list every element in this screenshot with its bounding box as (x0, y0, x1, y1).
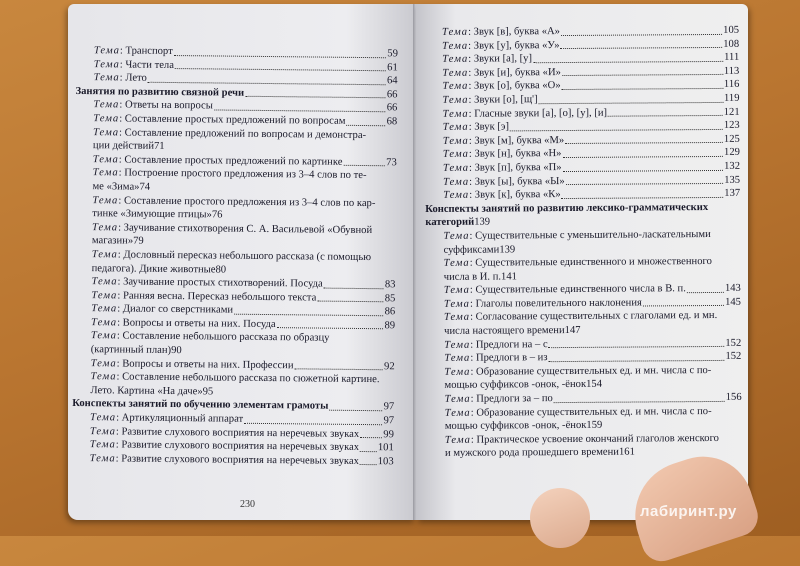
toc-tema-label: Тема (443, 284, 470, 297)
toc-leader-dots (329, 410, 382, 412)
toc-entry-text: Занятия по развитию связной речи (75, 85, 245, 99)
toc-page-number: 99 (383, 428, 394, 440)
toc-entry-text: : Составление предложений по вопросам и демонстра- (119, 127, 367, 141)
toc-leader-dots (294, 369, 383, 371)
toc-entry-text: : Предлоги за – по (470, 393, 553, 405)
toc-entry-continuation-text: ции действий (92, 140, 155, 152)
toc-entry-first-line (425, 201, 740, 217)
toc-tema-label: Тема (444, 339, 471, 351)
toc-entry-first-line (427, 432, 742, 448)
toc-entry-text: : Вопросы и ответы на них. Профессии (116, 358, 294, 371)
toc-entry (427, 404, 742, 433)
toc-leader-dots (234, 314, 384, 317)
toc-page-number: 66 (386, 102, 398, 114)
toc-page-number: 85 (384, 292, 396, 305)
toc-page-number: 129 (723, 147, 740, 159)
toc-entry-continuation-text: и мужского рода прошедшего времени (444, 447, 620, 460)
toc-tema-label: Тема (90, 357, 117, 370)
left-page (68, 4, 416, 520)
toc-entry-first-line (425, 228, 740, 244)
toc-leader-dots (533, 61, 723, 63)
toc-page-number: 111 (724, 51, 740, 64)
toc-entry (425, 201, 740, 230)
toc-entry-text: : Транспорт (119, 45, 173, 58)
toc-tema-label: Тема (443, 189, 470, 201)
toc-entry-text: : Существительные единственного и множественного (469, 256, 712, 269)
toc-tema-label: Тема (92, 167, 119, 179)
toc-entry-continuation-text: магазин» (91, 235, 134, 247)
toc-entry (75, 126, 397, 157)
toc-leader-dots (687, 292, 724, 293)
toc-entry-continuation-text: ме «Зима» (92, 181, 140, 193)
toc-page-number: 68 (386, 116, 398, 128)
toc-entry (426, 364, 741, 393)
toc-page-number: 135 (724, 174, 741, 186)
right-toc (424, 24, 742, 461)
toc-tema-label: Тема (444, 352, 471, 365)
toc-entry-text: : Звук [п], буква «П» (468, 161, 562, 174)
toc-entry-label (427, 392, 553, 406)
toc-leader-dots (277, 328, 384, 330)
toc-entry-text: : Согласование существительных с глаголами ед. и мн. (470, 310, 718, 324)
toc-page-number: 154 (586, 379, 603, 391)
toc-entry (72, 370, 394, 401)
toc-page-number: 119 (723, 92, 740, 104)
toc-entry-label (425, 188, 561, 203)
toc-tema-label: Тема (93, 58, 120, 71)
toc-tema-label: Тема (442, 67, 469, 79)
toc-entry-continuation-text: категорий (425, 216, 475, 229)
toc-entry-text: : Развитие слухового восприятия на неречевых звуках (115, 426, 360, 440)
toc-page-number: 105 (723, 24, 740, 36)
toc-entry (74, 221, 396, 252)
toc-tema-label: Тема (91, 303, 118, 315)
toc-entry-text: : Вопросы и ответы на них. Посуда (117, 317, 276, 330)
toc-page-number: 141 (500, 271, 517, 283)
toc-entry-label (425, 147, 562, 162)
toc-tema-label: Тема (91, 276, 118, 288)
toc-entry-text: : Части тела (119, 59, 175, 71)
toc-leader-dots (346, 124, 385, 125)
toc-page-number: 89 (384, 320, 396, 332)
toc-page-number: 103 (377, 455, 394, 468)
toc-entry-text: : Практическое усвоение окончаний глаголов женского (470, 432, 719, 446)
toc-tema-label: Тема (92, 153, 119, 166)
toc-page-number: 145 (725, 296, 741, 308)
toc-page-number: 159 (586, 419, 603, 432)
toc-leader-dots (174, 55, 387, 58)
toc-entry-continuation-text: суффиксами (443, 243, 500, 256)
toc-page-number: 90 (171, 345, 182, 357)
toc-entry-label (424, 93, 537, 107)
toc-tema-label: Тема (92, 221, 119, 234)
finger (530, 488, 590, 548)
toc-tema-label: Тема (444, 407, 471, 419)
toc-page-number: 139 (499, 243, 516, 255)
toc-entry (74, 248, 396, 279)
toc-entry-label (425, 161, 562, 176)
toc-entry-text: : Развитие слухового восприятия на неречевых звуках (115, 453, 360, 467)
watermark-logo: лабиринт.ру (640, 503, 737, 520)
toc-entry-continuation-text: педагога). Дикие животные (91, 262, 216, 275)
toc-tema-label: Тема (442, 162, 470, 174)
toc-entry-text: : Развитие слухового восприятия на неречевых звуках (115, 439, 360, 454)
toc-tema-label: Тема (442, 26, 469, 38)
left-page-number: 230 (240, 499, 255, 511)
toc-leader-dots (549, 360, 725, 362)
toc-entry-label (75, 98, 213, 113)
toc-entry-continuation-text: числа в И. п. (443, 271, 502, 283)
toc-entry-first-line (427, 404, 742, 420)
toc-tema-label: Тема (93, 45, 121, 57)
toc-tema-label: Тема (92, 194, 119, 206)
toc-page-number: 125 (723, 133, 740, 145)
toc-page-number: 123 (723, 119, 740, 132)
toc-page-number: 64 (386, 75, 398, 87)
toc-leader-dots (608, 115, 723, 117)
toc-entry-text: : Звук [н], буква «Н» (468, 148, 562, 161)
toc-entry-label (426, 338, 548, 352)
toc-leader-dots (561, 34, 722, 36)
toc-entry-text: : Существительные с уменьшительно-ласкательными (469, 228, 711, 242)
toc-entry-label (424, 52, 532, 66)
toc-entry-first-line (426, 255, 741, 271)
toc-leader-dots (565, 142, 723, 144)
toc-entry-continuation-text: мощью суффиксов -онок, -ёнок (444, 420, 587, 433)
toc-leader-dots (510, 129, 723, 131)
toc-tema-label: Тема (443, 298, 470, 310)
toc-entry-label (424, 25, 560, 40)
toc-leader-dots (549, 346, 725, 348)
toc-entry-continuation-text: мощью суффиксов -онок, -ёнок (444, 379, 587, 392)
toc-page-number: 74 (139, 181, 151, 193)
toc-entry (426, 255, 741, 284)
toc-page-number: 71 (153, 140, 165, 153)
toc-tema-label: Тема (443, 257, 470, 269)
toc-entry-label (425, 121, 509, 135)
toc-tema-label: Тема (91, 249, 118, 261)
toc-leader-dots (562, 197, 724, 199)
toc-page-number: 132 (724, 160, 741, 172)
toc-page-number: 76 (211, 209, 223, 221)
toc-entry-label (76, 71, 147, 85)
toc-entry-text: : Лето (119, 72, 147, 84)
toc-page-number: 152 (725, 351, 742, 363)
toc-entry-text: : Заучивание стихотворения С. А. Васильевой «Обувной (118, 222, 373, 236)
toc-entry-continuation-text: числа настоящего времени (444, 325, 565, 337)
toc-entry-label (425, 106, 608, 121)
toc-leader-dots (563, 169, 724, 171)
toc-page-number: 161 (618, 446, 635, 459)
toc-tema-label: Тема (91, 289, 118, 302)
toc-leader-dots (360, 464, 377, 465)
toc-entry-text: : Звук [у], буква «У» (468, 39, 560, 52)
toc-leader-dots (562, 74, 723, 76)
right-page (416, 4, 748, 520)
toc-leader-dots (554, 401, 725, 403)
toc-page-number: 121 (723, 106, 740, 118)
toc-page-number: 73 (386, 157, 397, 169)
toc-entry-label (426, 351, 547, 365)
toc-page-number: 108 (723, 38, 740, 50)
toc-tema-label: Тема (89, 425, 117, 438)
toc-leader-dots (562, 156, 723, 158)
toc-entry-label (76, 58, 174, 73)
toc-page-number: 101 (377, 442, 394, 454)
toc-entry (73, 329, 395, 360)
toc-tema-label: Тема (443, 312, 471, 324)
toc-leader-dots (539, 101, 723, 103)
toc-leader-dots (360, 451, 377, 452)
toc-tema-label: Тема (90, 330, 118, 342)
open-book (68, 4, 748, 524)
toc-page-number: 147 (564, 324, 581, 337)
toc-page-number: 97 (383, 401, 395, 413)
toc-entry-text: : Артикуляционный аппарат (116, 412, 244, 425)
toc-entry-first-line (426, 309, 741, 325)
toc-leader-dots (561, 47, 723, 49)
toc-tema-label: Тема (93, 72, 120, 84)
toc-entry-text: : Гласные звуки [а], [о], [у], [и] (468, 107, 608, 120)
toc-entry-text: : Составление простых предложений по вопросам (119, 113, 346, 127)
toc-tema-label: Тема (90, 371, 117, 383)
toc-tema-label: Тема (442, 40, 469, 52)
toc-entry-label (426, 282, 686, 297)
toc-leader-dots (343, 165, 385, 166)
toc-tema-label: Тема (443, 230, 470, 242)
toc-entry-text: : Звуки [а], [у] (468, 53, 533, 65)
toc-page-number: 79 (133, 235, 144, 248)
toc-tema-label: Тема (91, 317, 118, 329)
toc-page-number: 152 (725, 337, 742, 349)
toc-entry-label (424, 79, 560, 94)
toc-entry-text: : Построение простого предложения из 3–4 слов по те- (118, 167, 367, 182)
toc-page-number: 92 (383, 360, 395, 373)
toc-entry-text: : Составление простого предложения из 3–4 слов по кар- (118, 194, 376, 209)
toc-page-number: 139 (474, 216, 491, 228)
toc-tema-label: Тема (89, 439, 116, 451)
toc-leader-dots (360, 437, 382, 438)
toc-tema-label: Тема (442, 81, 469, 93)
toc-entry-text: : Предлоги на – с (470, 338, 548, 351)
toc-page-number: 61 (387, 61, 398, 73)
toc-tema-label: Тема (442, 53, 469, 66)
toc-tema-label: Тема (443, 176, 470, 188)
toc-entry (74, 166, 396, 197)
toc-entry-text: : Предлоги в – из (470, 352, 548, 364)
toc-tema-label: Тема (93, 126, 120, 139)
toc-entry-text: : Звук [и], буква «И» (468, 66, 561, 79)
toc-entry-text: : Существительные единственного числа в В. п. (469, 283, 686, 296)
toc-tema-label: Тема (444, 366, 471, 378)
toc-entry-text: : Образование существительных ед. и мн. числа с по- (470, 405, 712, 419)
toc-entry-text: : Составление небольшого рассказа по сюжетной картине. (116, 371, 380, 386)
toc-tema-label: Тема (442, 135, 469, 147)
toc-page-number: 95 (202, 386, 214, 398)
toc-entry-text: : Составление простых предложений по картинке (118, 154, 343, 168)
toc-page-number: 59 (387, 48, 398, 60)
toc-page-number: 116 (723, 79, 740, 91)
toc-entry-text: Конспекты занятий по обучению элементам грамоты (72, 398, 329, 413)
toc-entry-label (72, 452, 359, 469)
toc-page-number: 156 (725, 391, 742, 403)
toc-entry-text: : Заучивание простых стихотворений. Посуда (117, 276, 323, 290)
toc-leader-dots (643, 305, 724, 307)
toc-entry (74, 194, 396, 225)
toc-entry-first-line (426, 364, 741, 380)
toc-leader-dots (244, 422, 382, 424)
toc-entry-text: : Звук [о], буква «О» (468, 80, 561, 93)
toc-entry-continuation-text: Лето. Картина «На даче» (90, 385, 203, 398)
toc-leader-dots (148, 82, 386, 85)
toc-leader-dots (245, 96, 386, 98)
toc-page-number: 86 (384, 306, 396, 318)
toc-entry-text: : Глаголы повелительного наклонения (469, 297, 642, 310)
left-toc (72, 44, 398, 469)
toc-leader-dots (562, 88, 723, 90)
toc-page-number: 143 (724, 283, 741, 295)
toc-leader-dots (324, 287, 384, 289)
toc-entry-text: : Диалог со сверстниками (117, 303, 234, 316)
toc-tema-label: Тема (442, 94, 469, 106)
toc-entry (425, 228, 740, 257)
toc-entry-continuation-text: тинке «Зимующие птицы» (92, 208, 212, 221)
toc-entry-text: : Звук [э] (468, 121, 509, 133)
toc-tema-label: Тема (93, 99, 120, 111)
toc-entry (72, 452, 394, 469)
toc-entry-label (425, 134, 564, 149)
toc-tema-label: Тема (444, 393, 471, 405)
toc-entry-continuation-text: (картинный план) (90, 344, 172, 357)
toc-tema-label: Тема (89, 452, 116, 465)
toc-page-number: 97 (383, 415, 395, 427)
toc-entry-text: : Дословный пересказ небольшого рассказа (с помощью (117, 249, 372, 264)
toc-leader-dots (317, 301, 383, 303)
toc-entry-text: : Звук [м], буква «М» (468, 134, 565, 147)
toc-entry-label (76, 44, 173, 59)
toc-tema-label: Тема (442, 121, 469, 134)
toc-entry-text: : Звук [в], буква «А» (468, 26, 560, 38)
toc-entry-text: : Образование существительных ед. и мн. числа с по- (470, 364, 712, 378)
toc-leader-dots (566, 183, 724, 185)
toc-entry-label (424, 66, 561, 81)
toc-tema-label: Тема (442, 149, 469, 161)
toc-tema-label: Тема (90, 412, 117, 424)
toc-entry-text: : Ответы на вопросы (119, 99, 213, 112)
toc-tema-label: Тема (442, 108, 469, 120)
toc-page-number: 83 (384, 279, 396, 291)
toc-entry-text: Конспекты занятий по развитию лексико-грамматических (425, 201, 709, 215)
toc-page-number: 66 (386, 89, 398, 101)
toc-entry-label (425, 175, 565, 190)
toc-page-number: 113 (723, 65, 740, 77)
toc-entry-text: : Составление небольшого рассказа по образцу (116, 330, 330, 345)
toc-leader-dots (175, 68, 386, 71)
toc-tema-label: Тема (444, 434, 471, 446)
toc-page-number: 137 (724, 187, 741, 200)
toc-leader-dots (214, 109, 386, 112)
toc-entry-label (424, 39, 559, 54)
toc-entry-text: : Звук [ы], буква «Ы» (469, 175, 565, 188)
toc-entry (426, 309, 741, 338)
toc-tema-label: Тема (93, 113, 120, 125)
toc-entry-text: : Ранняя весна. Пересказ небольшого текста (117, 290, 317, 304)
toc-entry-text: : Звуки [о], [щ'] (468, 94, 538, 106)
toc-entry-text: : Звук [к], буква «К» (469, 189, 561, 201)
toc-page-number: 80 (215, 263, 227, 276)
